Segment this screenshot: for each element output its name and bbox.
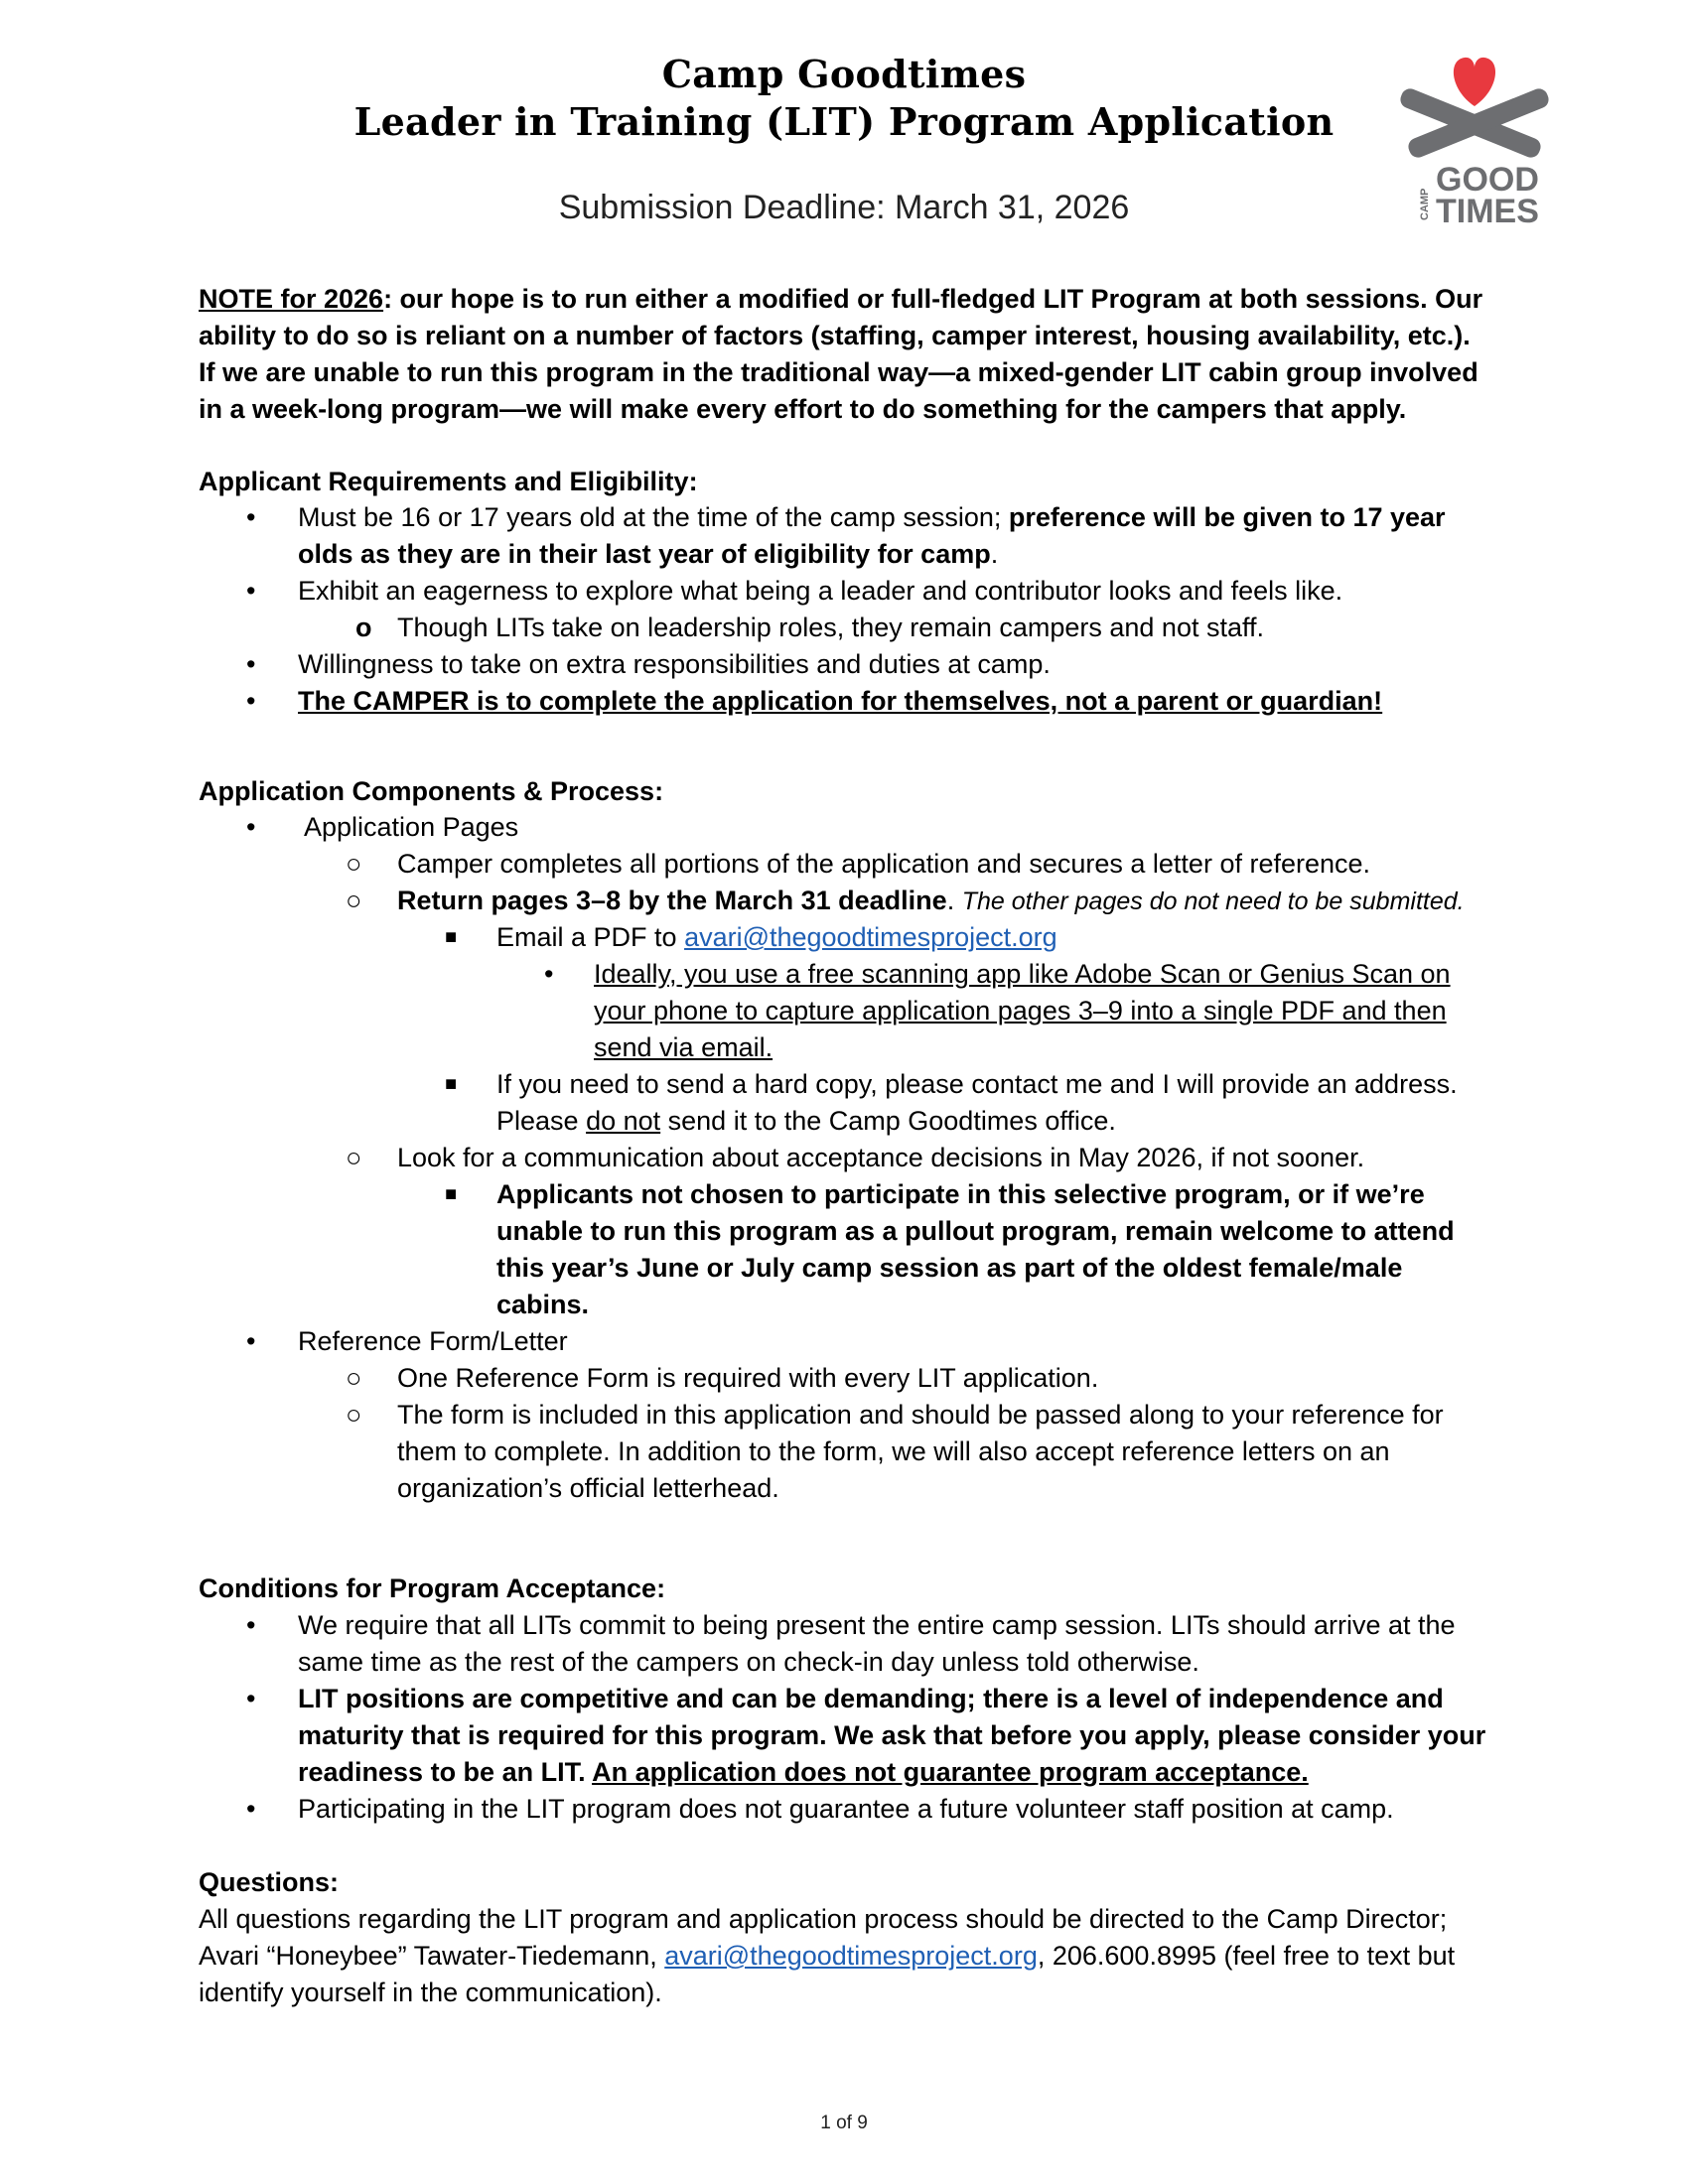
bullet-icon: • [246, 1610, 256, 1640]
requirement-age [298, 499, 1489, 573]
sub-bullet-icon: ○ [346, 1363, 362, 1393]
note-text: : our hope is to run either a modified or full-fledged LIT Program at both sessions. Our ability to do so is reliant on a number of factors (staffing, camper interest, housing availability, etc.). If we are unable to run this program in the traditional way—a mixed-gender LIT cabin group involved in a week-long program—we will make every effort to do something for the campers that apply. [199, 284, 1483, 424]
scan-app-tip: Ideally, you use a free scanning app like Adobe Scan or Genius Scan on your phone to capture application pages 3–9 into a single PDF and then send via email. [594, 959, 1451, 1062]
director-email-link[interactable]: avari@thegoodtimesproject.org [664, 1941, 1038, 1971]
requirement-camper-completes: The CAMPER is to complete the application for themselves, not a parent or guardian! [298, 686, 1383, 716]
bullet-icon: • [246, 812, 256, 842]
condition-no-guarantee: An application does not guarantee program acceptance. [592, 1757, 1309, 1787]
condition-present: We require that all LITs commit to being present the entire camp session. LITs should arrive at the same time as the rest of the campers on check-in day unless told otherwise. [298, 1610, 1456, 1677]
reference-form-included: The form is included in this application and should be passed along to your reference for them to complete. In addition to the form, we will also accept reference letters on an organization’s official letterhead. [397, 1400, 1444, 1503]
page-number: 1 of 9 [820, 2113, 868, 2133]
note-paragraph [199, 281, 1489, 428]
hard-copy-do-not: do not [586, 1106, 661, 1136]
condition-competitive [298, 1681, 1489, 1791]
submission-deadline: Submission Deadline: March 31, 2026 [558, 189, 1130, 226]
questions-heading: Questions: [199, 1867, 340, 1897]
heart-icon [1454, 58, 1495, 106]
email-link[interactable]: avari@thegoodtimesproject.org [684, 922, 1057, 952]
requirement-eagerness: Exhibit an eagerness to explore what being a leader and contributor looks and feels like. [298, 576, 1343, 606]
sub-bullet-icon: ○ [346, 849, 362, 879]
note-label: NOTE for 2026 [199, 284, 384, 314]
sub-bullet-icon: ○ [346, 1400, 362, 1430]
page-title: Camp Goodtimes [661, 52, 1027, 96]
reference-required: One Reference Form is required with every LIT application. [397, 1363, 1099, 1393]
requirement-age-end: . [990, 539, 999, 569]
components-heading: Application Components & Process: [199, 776, 664, 806]
sub-bullet-icon: o [355, 613, 372, 642]
sub-bullet-icon: ○ [346, 1143, 362, 1172]
bullet-icon: • [246, 1326, 256, 1356]
hard-copy-note [496, 1066, 1489, 1140]
condition-future-staff: Participating in the LIT program does not guarantee a future volunteer staff position at camp. [298, 1794, 1394, 1824]
hard-copy-text-end: send it to the Camp Goodtimes office. [660, 1106, 1116, 1136]
acceptance-decisions: Look for a communication about acceptance decisions in May 2026, if not sooner. [397, 1143, 1365, 1172]
other-pages-note: The other pages do not need to be submitted. [961, 887, 1465, 915]
questions-paragraph [199, 1901, 1489, 2011]
pages-sub-return [397, 883, 1489, 920]
sub-bullet-icon: ○ [346, 886, 362, 915]
requirements-heading: Applicant Requirements and Eligibility: [199, 467, 698, 496]
return-pages-deadline: Return pages 3–8 by the March 31 deadline [397, 886, 947, 915]
email-pdf-line [496, 919, 1489, 956]
square-bullet-icon: ■ [445, 926, 458, 948]
requirement-age-preference: preference will be given to 17 year olds as they are in their last year of eligibility for camp [298, 502, 1446, 569]
bullet-icon: • [246, 649, 256, 679]
condition-competitive-text: LIT positions are competitive and can be demanding; there is a level of independence and maturity that is required for this program. We ask that before you apply, please consider your readiness to be an LIT. [298, 1684, 1486, 1787]
bullet-icon: • [246, 1794, 256, 1824]
logo-camp-text: CAMP [1419, 188, 1431, 220]
bullet-icon: • [246, 1684, 256, 1713]
email-pdf-text: Email a PDF to [496, 922, 685, 952]
square-bullet-icon: ■ [445, 1073, 458, 1095]
reference-label: Reference Form/Letter [298, 1326, 568, 1356]
conditions-heading: Conditions for Program Acceptance: [199, 1573, 666, 1603]
camp-goodtimes-logo [1390, 52, 1559, 230]
pages-sub-complete: Camper completes all portions of the application and secures a letter of reference. [397, 849, 1371, 879]
questions-text-end: , 206.600.8995 (feel free to text but identify yourself in the communication). [199, 1941, 1456, 2007]
questions-text: All questions regarding the LIT program and application process should be directed to the Camp Director; Avari “Honeybee” Tawater-Tiedemann, [199, 1904, 1448, 1971]
bullet-icon: • [544, 959, 554, 989]
square-bullet-icon: ■ [445, 1183, 458, 1205]
requirement-eagerness-sub: Though LITs take on leadership roles, they remain campers and not staff. [397, 613, 1264, 642]
return-pages-dot: . [946, 886, 962, 915]
bullet-icon: • [246, 502, 256, 532]
bullet-icon: • [246, 686, 256, 716]
logo-times-text: TIMES [1436, 193, 1539, 230]
logo-good-text: GOOD [1436, 161, 1539, 199]
not-chosen-note: Applicants not chosen to participate in this selective program, or if we’re unable to run this program as a pullout program, remain welcome to attend this year’s June or July camp session as part of the oldest female/male cabins. [496, 1179, 1455, 1319]
bullet-icon: • [246, 576, 256, 606]
hard-copy-text: If you need to send a hard copy, please contact me and I will provide an address. Please [496, 1069, 1458, 1136]
application-pages-label: Application Pages [304, 812, 519, 842]
requirement-age-text: Must be 16 or 17 years old at the time of the camp session; [298, 502, 1009, 532]
page-subtitle: Leader in Training (LIT) Program Application [353, 99, 1335, 144]
requirement-willingness: Willingness to take on extra responsibilities and duties at camp. [298, 649, 1051, 679]
